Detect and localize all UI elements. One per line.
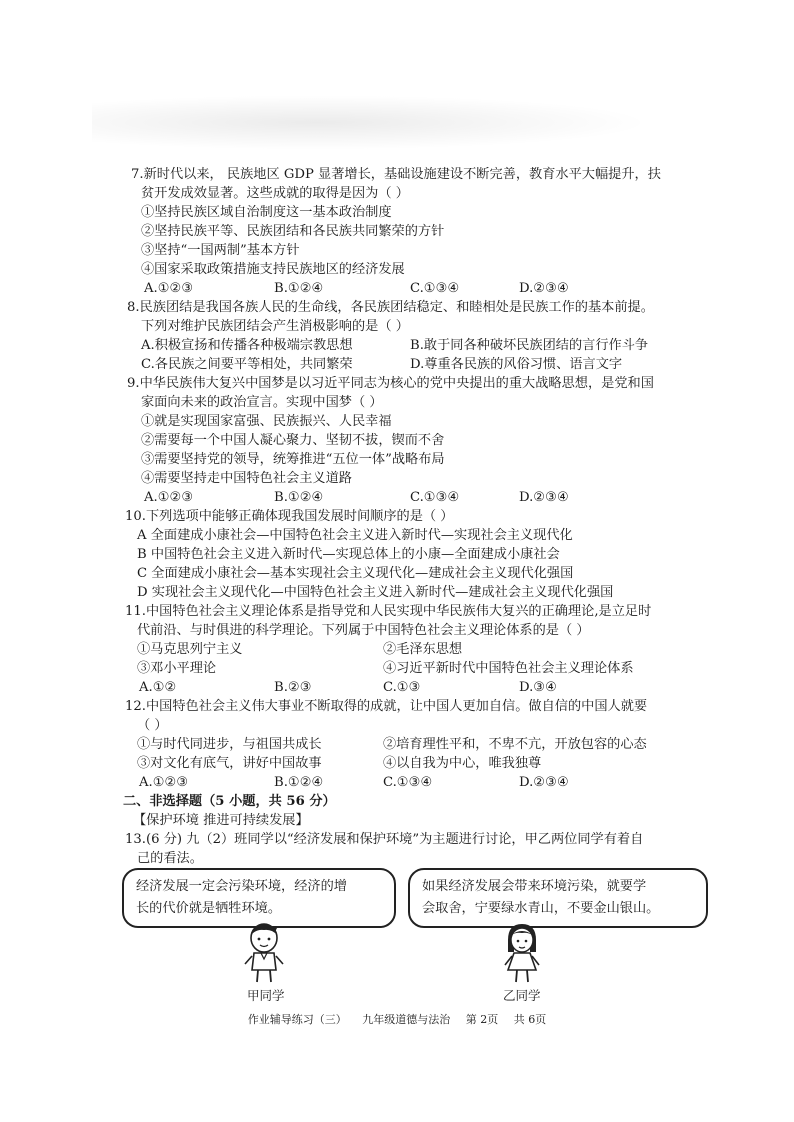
q12-item-4: ④以自我为中心，唯我独尊	[383, 756, 542, 771]
speech-bubble-left-line1: 经济发展一定会污染环境，经济的增	[136, 879, 347, 894]
section-theme: 【保护环境 推进可持续发展】	[133, 813, 309, 828]
q12-item-3: ③对文化有底气，讲好中国故事	[137, 756, 322, 771]
q12-option-c: C.①③④	[383, 775, 433, 790]
q9-option-c: C.①③④	[410, 490, 460, 505]
q11-stem-line1: 11.中国特色社会主义理论体系是指导党和人民实现中华民族伟大复兴的正确理论,是立足时	[125, 604, 652, 619]
q7-item-1: ①坚持民族区域自治制度这一基本政治制度	[141, 205, 392, 220]
q9-item-4: ④需要坚持走中国特色社会主义道路	[141, 471, 352, 486]
q8-option-b: B.敢于同各种破坏民族团结的言行作斗争	[410, 338, 649, 353]
q12-stem-line1: 12.中国特色社会主义伟大事业不断取得的成就，让中国人更加自信。做自信的中国人就要	[125, 699, 648, 714]
q11-option-d: D.③④	[519, 680, 557, 695]
q9-option-d: D.②③④	[519, 490, 569, 505]
speech-bubble-left	[122, 868, 396, 928]
q7-item-3: ③坚持“一国两制”基本方针	[141, 243, 300, 258]
page-footer	[0, 1011, 794, 1027]
q13-stem-line1: 13.(6 分) 九（2）班同学以“经济发展和保护环境”为主题进行讨论，甲乙两位同学有着自	[125, 832, 644, 847]
q9-item-3: ③需要坚持党的领导，统筹推进“五位一体”战略布局	[141, 452, 445, 467]
q7-option-a: A.①②③	[144, 281, 194, 296]
q9-option-b: B.①②④	[274, 490, 324, 505]
caption-student-b: 乙同学	[503, 988, 541, 1003]
boy-student-illustration	[242, 922, 286, 984]
q11-option-c: C.①③	[383, 680, 421, 695]
q8-option-c: C.各民族之间要平等相处，共同繁荣	[141, 357, 353, 372]
q7-option-c: C.①③④	[410, 281, 460, 296]
q11-item-1: ①马克思列宁主义	[137, 642, 243, 657]
q7-stem-line1: 7.新时代以来， 民族地区 GDP 显著增长，基础设施建设不断完善，教育水平大幅提升，扶	[131, 167, 661, 182]
q12-stem-line2: （ ）	[137, 718, 168, 733]
q11-stem-line2: 代前沿、与时俱进的科学理论。下列属于中国特色社会主义理论体系的是（ ）	[137, 623, 590, 638]
footer-page-number: 第 2页	[465, 1013, 499, 1026]
speech-bubble-left-line2: 长的代价就是牺牲环境。	[136, 901, 282, 916]
q9-stem-line2: 家面向未来的政治宣言。实现中国梦（ ）	[141, 395, 383, 410]
q11-item-2: ②毛泽东思想	[383, 642, 463, 657]
q8-stem-line1: 8.民族团结是我国各族人民的生命线，各民族团结稳定、和睦相处是民族工作的基本前提。	[127, 300, 654, 315]
q7-stem-line2: 贫开发成效显著。这些成就的取得是因为（ ）	[141, 186, 409, 201]
footer-series: 作业辅导练习（三）	[247, 1013, 347, 1026]
q9-item-1: ①就是实现国家富强、民族振兴、人民幸福	[141, 414, 392, 429]
footer-total-pages: 共 6页	[513, 1013, 547, 1026]
q11-item-3: ③邓小平理论	[137, 661, 217, 676]
q13-stem-line2: 己的看法。	[137, 851, 203, 866]
q12-item-1: ①与时代同进步，与祖国共成长	[137, 737, 322, 752]
q12-option-d: D.②③④	[519, 775, 569, 790]
q8-stem-line2: 下列对维护民族团结会产生消极影响的是（ ）	[141, 319, 409, 334]
girl-student-illustration	[500, 922, 544, 984]
q8-option-d: D.尊重各民族的风俗习惯、语言文字	[410, 357, 623, 372]
q8-option-a: A.积极宣扬和传播各种极端宗教思想	[141, 338, 353, 353]
speech-bubble-right	[408, 868, 708, 928]
q9-option-a: A.①②③	[144, 490, 194, 505]
q7-item-4: ④国家采取政策措施支持民族地区的经济发展	[141, 262, 405, 277]
caption-student-a: 甲同学	[247, 988, 285, 1003]
q10-option-a: A 全面建成小康社会—中国特色社会主义进入新时代—实现社会主义现代化	[137, 528, 573, 543]
q12-option-a: A.①②③	[139, 775, 189, 790]
q7-item-2: ②坚持民族平等、民族团结和各民族共同繁荣的方针	[141, 224, 445, 239]
q12-item-2: ②培育理性平和，不卑不亢，开放包容的心态	[383, 737, 647, 752]
q11-option-b: B.②③	[274, 680, 312, 695]
q12-option-b: B.①②④	[274, 775, 324, 790]
speech-bubble-right-line2: 会取舍，宁要绿水青山，不要金山银山。	[422, 901, 660, 916]
q9-item-2: ②需要每一个中国人凝心聚力、坚韧不拔，锲而不舍	[141, 433, 445, 448]
scan-smudge	[92, 95, 652, 150]
q10-option-c: C 全面建成小康社会—基本实现社会主义现代化—建成社会主义现代化强国	[137, 566, 574, 581]
q11-option-a: A.①②	[139, 680, 177, 695]
section-heading: 二、非选择题（5 小题，共 56 分）	[123, 794, 336, 809]
speech-bubble-right-line1: 如果经济发展会带来环境污染，就要学	[422, 879, 647, 894]
q7-option-d: D.②③④	[519, 281, 569, 296]
q10-option-b: B 中国特色社会主义进入新时代—实现总体上的小康—全面建成小康社会	[137, 547, 560, 562]
q10-stem: 10.下列选项中能够正确体现我国发展时间顺序的是（ ）	[125, 509, 454, 524]
q11-item-4: ④习近平新时代中国特色社会主义理论体系	[383, 661, 634, 676]
footer-subject: 九年级道德与法治	[362, 1013, 451, 1026]
q7-option-b: B.①②④	[274, 281, 324, 296]
q10-option-d: D 实现社会主义现代化—中国特色社会主义进入新时代—建成社会主义现代化强国	[137, 585, 614, 600]
q9-stem-line1: 9.中华民族伟大复兴中国梦是以习近平同志为核心的党中央提出的重大战略思想，是党和国	[127, 376, 654, 391]
